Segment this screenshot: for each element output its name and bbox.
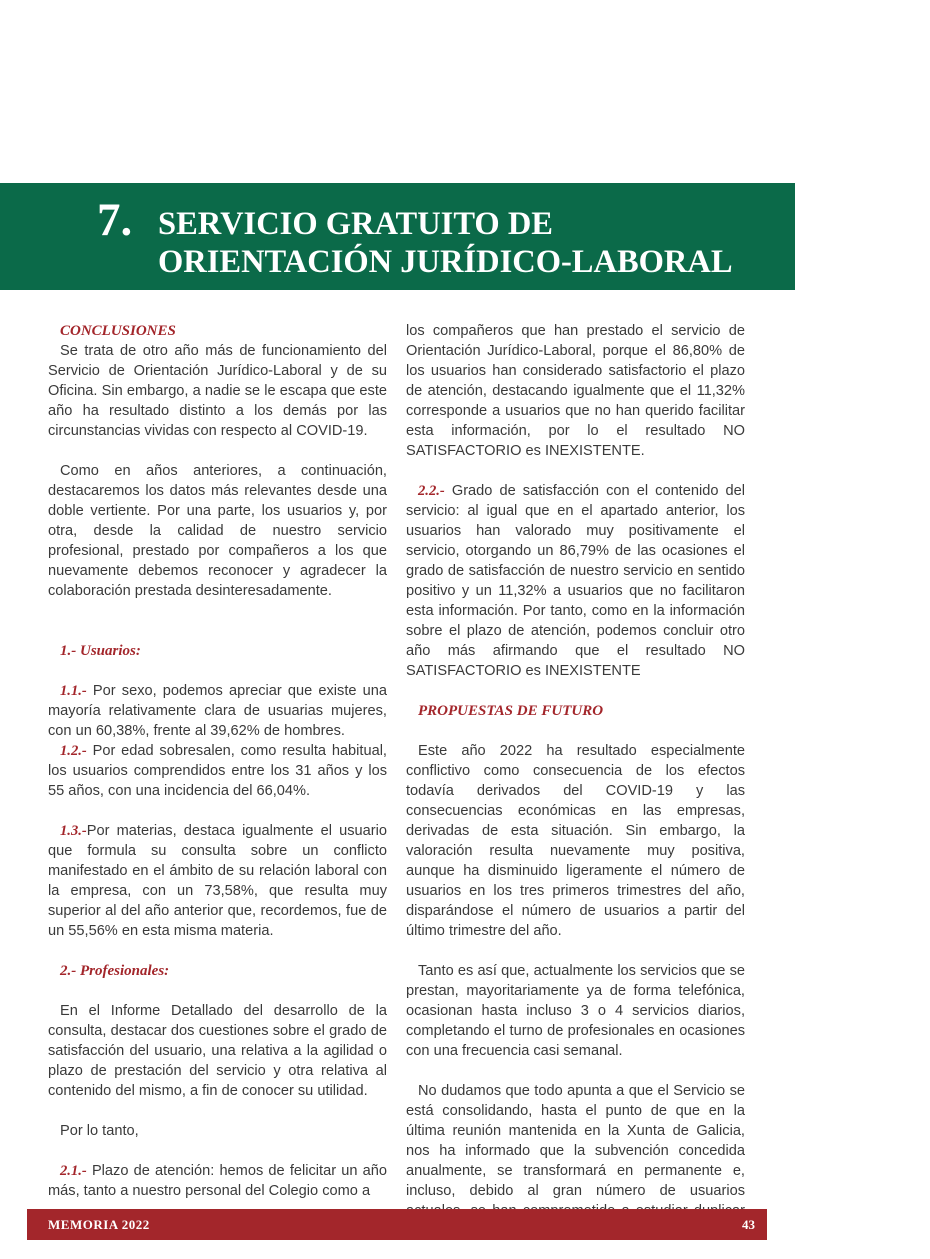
usuarios-heading: 1.- Usuarios: xyxy=(60,643,141,659)
paragraph: los compañeros que han prestado el servicio de Orientación Jurídico-Laboral, porque el 86,80% de los usuarios han considerado satisfactorio el plazo de atención, destacando igualmente que el 11,32% corresponde a usuarios que no han querido facilitar esta información, por lo el resultado NO SATISFACTORIO es INEXISTENTE. xyxy=(406,323,745,459)
item-2-1 xyxy=(48,1161,387,1201)
item-number: 1.1.- xyxy=(60,683,87,699)
item-number: 2.2.- xyxy=(418,483,445,499)
item-text: Por materias, destaca igualmente el usuario que formula su consulta sobre un conflicto manifestado en el ámbito de su relación laboral con la empresa, con un 73,58%, que resulta muy superior al del año anterior que, recordemos, fue de un 55,56% en esta misma materia. xyxy=(48,823,387,939)
chapter-title-line-2: ORIENTACIÓN JURÍDICO-LABORAL xyxy=(158,244,733,280)
item-1-2 xyxy=(48,741,387,801)
item-text: Plazo de atención: hemos de felicitar un año más, tanto a nuestro personal del Colegio como a xyxy=(48,1163,387,1199)
paragraph: Se trata de otro año más de funcionamiento del Servicio de Orientación Jurídico-Laboral y de su Oficina. Sin embargo, a nadie se le escapa que este año ha resultado distinto a los demás por las circunstancias vividas con respecto al COVID-19. xyxy=(48,343,387,439)
conclusiones-heading: CONCLUSIONES xyxy=(60,323,176,339)
item-1-3 xyxy=(48,821,387,941)
item-text: Por sexo, podemos apreciar que existe una mayoría relativamente clara de usuarias mujeres, con un 60,38%, frente al 39,62% de hombres. xyxy=(48,683,387,739)
item-number: 1.3.- xyxy=(60,823,87,839)
paragraph: Por lo tanto, xyxy=(60,1123,139,1139)
item-1-1 xyxy=(48,681,387,741)
page-number: 43 xyxy=(742,1217,755,1232)
paragraph: En el Informe Detallado del desarrollo de la consulta, destacar dos cuestiones sobre el grado de satisfacción del usuario, una relativa a la agilidad o plazo de prestación del servicio y otra relativa al contenido del mismo, a fin de conocer su utilidad. xyxy=(48,1003,387,1099)
item-text: Grado de satisfacción con el contenido del servicio: al igual que en el apartado anterior, los usuarios han valorado muy positivamente el servicio, otorgando un 86,79% de las ocasiones el grado de satisfacción de nuestro servicio en sentido positivo y un 11,32% a usuarios que no facilitaron esta información. Por tanto, como en la información sobre el plazo de atención, podemos concluir otro año más afirmando que el resultado NO SATISFACTORIO es INEXISTENTE xyxy=(406,483,745,679)
paragraph: Como en años anteriores, a continuación, destacaremos los datos más relevantes desde una doble vertiente. Por una parte, los usuarios y, por otra, desde la calidad de nuestro servicio profesional, prestado por compañeros a los que nuevamente debemos reconocer y agradecer la colaboración prestada desinteresadamente. xyxy=(48,463,387,599)
footer-band xyxy=(27,1209,767,1240)
footer-title: MEMORIA 2022 xyxy=(48,1217,150,1232)
profesionales-heading: 2.- Profesionales: xyxy=(60,963,170,979)
item-2-2 xyxy=(406,481,745,681)
chapter-number: 7. xyxy=(97,194,133,246)
item-number: 1.2.- xyxy=(60,743,87,759)
item-number: 2.1.- xyxy=(60,1163,87,1179)
left-column xyxy=(48,321,387,1201)
paragraph: Tanto es así que, actualmente los servicios que se prestan, mayoritariamente ya de forma telefónica, ocasionan hasta incluso 3 o 4 servicios diarios, completando el turno de profesionales en ocasiones con una frecuencia casi semanal. xyxy=(406,963,745,1059)
right-column xyxy=(406,321,745,1241)
item-text: Por edad sobresalen, como resulta habitual, los usuarios comprendidos entre los 31 años y los 55 años, con una incidencia del 66,04%. xyxy=(48,743,387,799)
paragraph: No dudamos que todo apunta a que el Servicio se está consolidando, hasta el punto de que en la última reunión mantenida en la Xunta de Galicia, nos ha informado que la subvención concedida anualmente, se transformará en permanente e, incluso, debido al gran número de usuarios xyxy=(406,1083,745,1199)
propuestas-heading: PROPUESTAS DE FUTURO xyxy=(418,703,604,719)
chapter-title-line-1: SERVICIO GRATUITO DE xyxy=(158,206,553,242)
paragraph: Este año 2022 ha resultado especialmente conflictivo como consecuencia de los efectos todavía derivados del COVID-19 y las consecuencias económicas en las empresas, derivadas de esta situación. Sin embargo, la valoración resulta nuevamente muy positiva, aunque ha disminuido ligeramente el número de usuarios en los tres primeros trimestres del año, disparándose el número de usuarios a partir del último trimestre del año. xyxy=(406,743,745,939)
